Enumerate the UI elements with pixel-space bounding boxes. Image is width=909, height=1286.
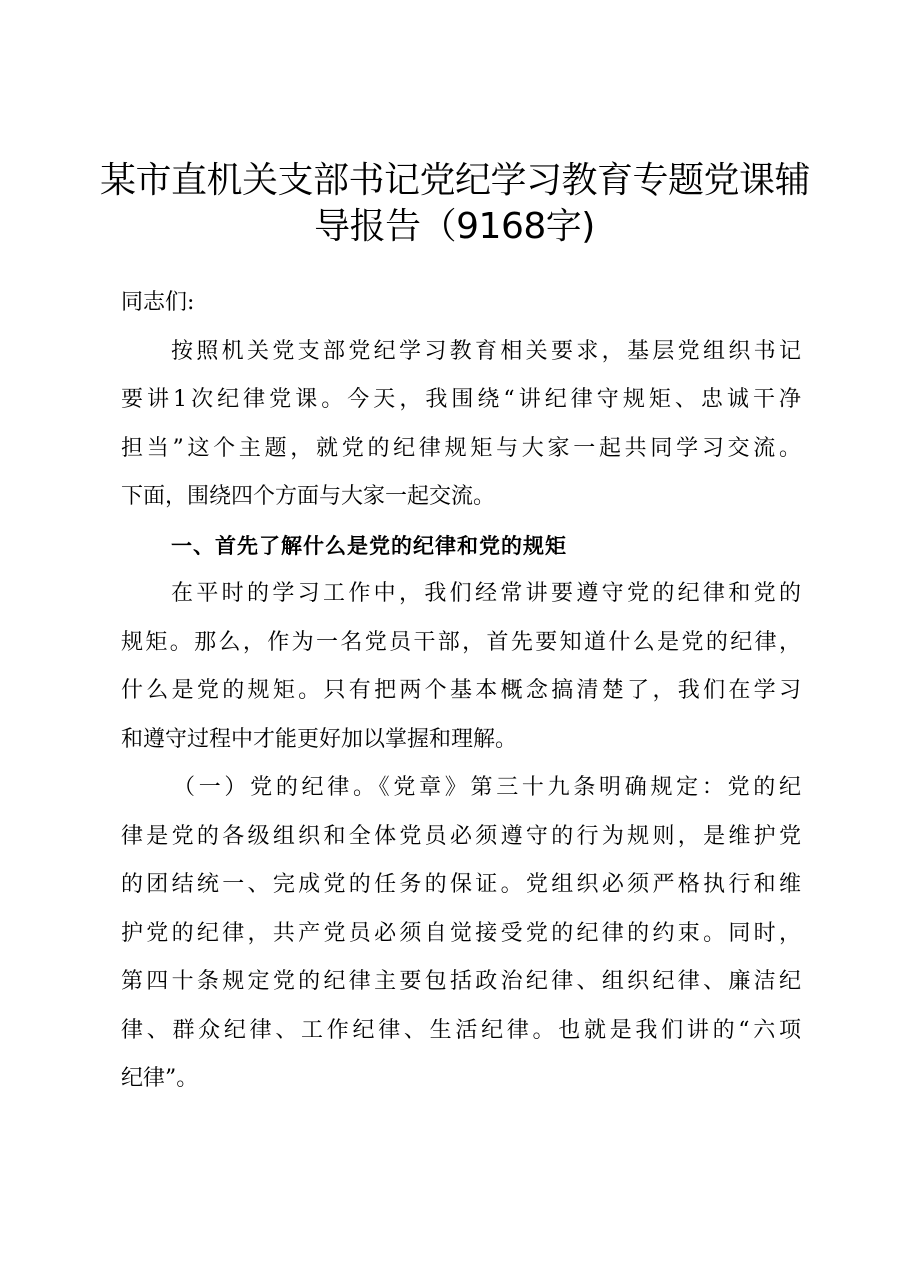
paragraph-intro [121, 328, 801, 522]
paragraph-line: 纪律”。 [121, 1066, 199, 1091]
paragraph-line: （一）党的纪律。《党章》第三十九条明确规定：党的纪 [173, 775, 801, 800]
section-heading-1: 一、首先了解什么是党的纪律和党的规矩 [171, 533, 567, 558]
title-line-2: 导报告（9168字) [314, 206, 595, 247]
paragraph-line: 规矩。那么，作为一名党员干部，首先要知道什么是党的纪律， [121, 629, 801, 655]
document-body [121, 279, 801, 1104]
paragraph-line: 律是党的各级组织和全体党员必须遵守的行为规则，是维护党 [121, 823, 801, 849]
salutation: 同志们: [121, 290, 195, 315]
paragraph-line: 在平时的学习工作中，我们经常讲要遵守党的纪律和党的 [171, 581, 801, 606]
paragraph-line: 第四十条规定党的纪律主要包括政治纪律、组织纪律、廉洁纪 [121, 969, 801, 994]
document-title [100, 158, 809, 250]
paragraph-line: 按照机关党支部党纪学习教育相关要求，基层党组织书记 [171, 338, 801, 364]
paragraph-line: 律、群众纪律、工作纪律、生活纪律。也就是我们讲的“六项 [121, 1017, 801, 1043]
paragraph-section-1 [121, 570, 801, 764]
paragraph-line: 的团结统一、完成党的任务的保证。党组织必须严格执行和维 [121, 872, 801, 897]
paragraph-line: 要讲1次纪律党课。今天，我围绕“讲纪律守规矩、忠诚干净 [121, 387, 801, 412]
title-line-1: 某市直机关支部书记党纪学习教育专题党课辅 [100, 160, 811, 201]
paragraph-line: 下面，围绕四个方面与大家一起交流。 [121, 484, 496, 509]
paragraph-line: 担当”这个主题，就党的纪律规矩与大家一起共同学习交流。 [121, 435, 801, 461]
paragraph-line: 什么是党的规矩。只有把两个基本概念搞清楚了，我们在学习 [121, 678, 801, 703]
paragraph-line: 护党的纪律，共产党员必须自觉接受党的纪律的约束。同时， [121, 920, 801, 946]
paragraph-line: 和遵守过程中才能更好加以掌握和理解。 [121, 726, 518, 752]
paragraph-party-discipline [121, 764, 801, 1104]
